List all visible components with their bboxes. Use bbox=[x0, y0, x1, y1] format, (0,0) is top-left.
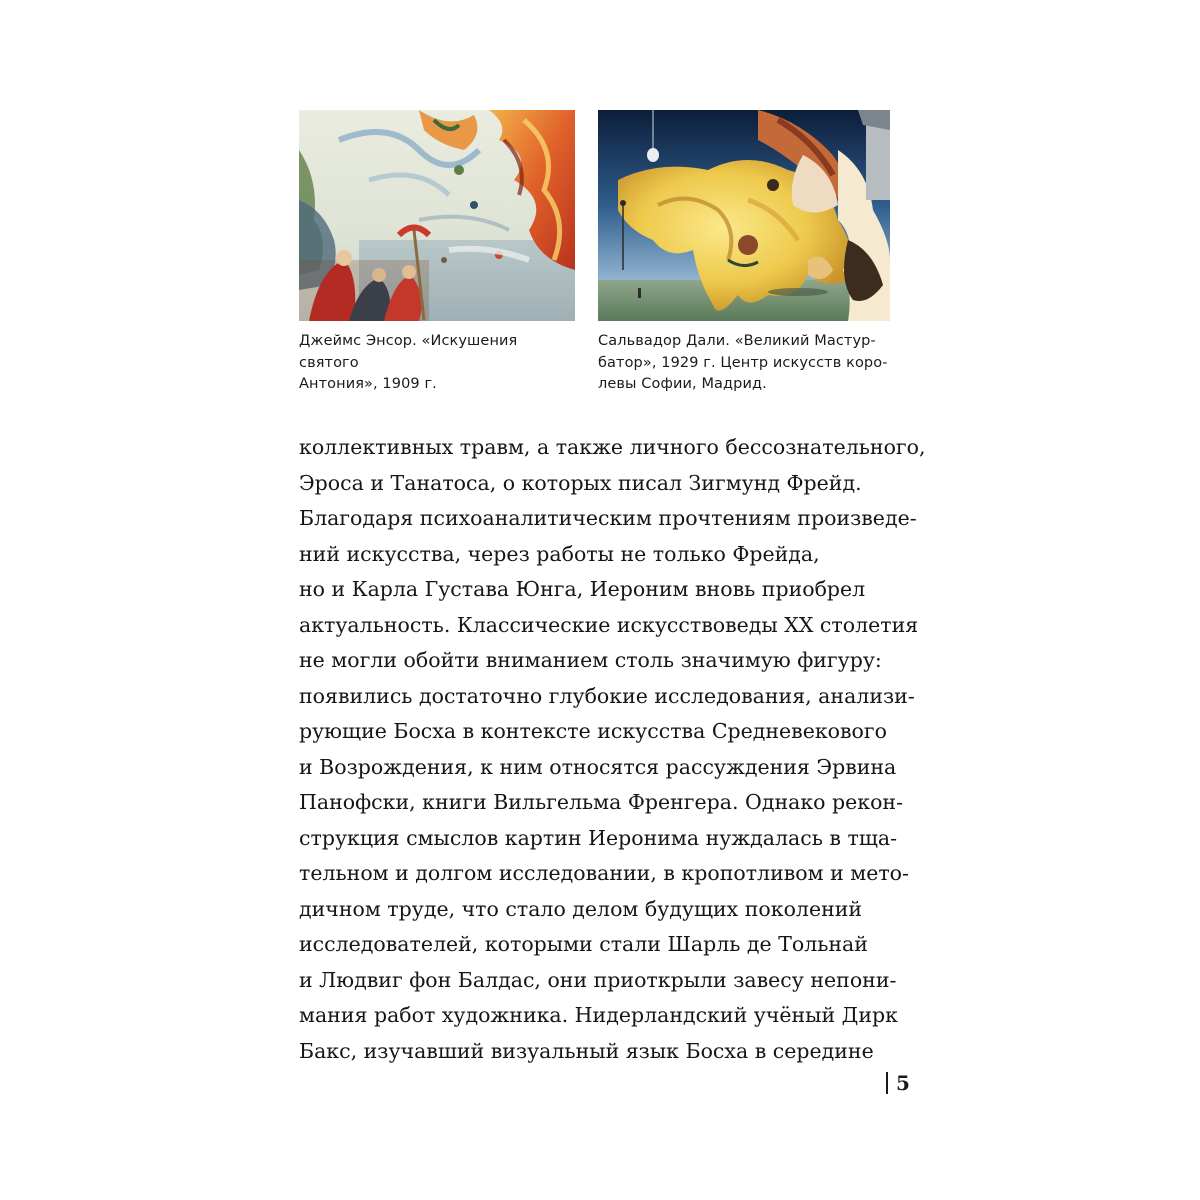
caption-line: Антония», 1909 г. bbox=[299, 376, 437, 392]
body-line: дичном труде, что стало делом будущих поколений bbox=[299, 896, 863, 921]
figure-caption bbox=[299, 331, 575, 396]
painting-ensor-image bbox=[299, 110, 575, 321]
page-number-value: 5 bbox=[896, 1071, 910, 1095]
caption-line: Сальвадор Дали. «Великий Мастур- bbox=[598, 333, 876, 349]
body-line: появились достаточно глубокие исследования, анализи- bbox=[299, 683, 915, 708]
body-line: но и Карла Густава Юнга, Иероним вновь приобрел bbox=[299, 577, 866, 601]
body-line: и Людвиг фон Балдас, они приоткрыли завесу непони- bbox=[299, 967, 897, 992]
painting-dali-image bbox=[598, 110, 890, 321]
folio-divider bbox=[886, 1072, 888, 1094]
body-line: Благодаря психоаналитическим прочтениям произведе- bbox=[299, 506, 917, 530]
caption-line: левы Софии, Мадрид. bbox=[598, 376, 767, 392]
figure-ensor bbox=[299, 110, 575, 396]
body-line: рующие Босха в контексте искусства Средневекового bbox=[299, 719, 887, 743]
body-text bbox=[299, 430, 926, 1069]
body-line: мания работ художника. Нидерландский учёный Дирк bbox=[299, 1003, 898, 1027]
body-line: не могли обойти вниманием столь значимую фигуру: bbox=[299, 648, 882, 672]
figure-caption bbox=[598, 331, 890, 396]
caption-line: Джеймс Энсор. «Искушения святого bbox=[299, 333, 518, 371]
body-line: тельном и долгом исследовании, в кропотливом и мето- bbox=[299, 861, 909, 885]
body-line: исследователей, которыми стали Шарль де Тольнай bbox=[299, 932, 868, 956]
body-line: Бакс, изучавший визуальный язык Босха в середине bbox=[299, 1038, 874, 1063]
body-line: коллективных травм, а также личного бессознательного, bbox=[299, 435, 926, 459]
figure-dali bbox=[598, 110, 890, 396]
body-line: струкция смыслов картин Иеронима нуждалась в тща- bbox=[299, 825, 898, 850]
caption-line: батор», 1929 г. Центр искусств коро- bbox=[598, 354, 888, 371]
body-line: и Возрождения, к ним относятся рассуждения Эрвина bbox=[299, 754, 897, 779]
body-line: Эроса и Танатоса, о которых писал Зигмунд Фрейд. bbox=[299, 470, 862, 495]
body-line: актуальность. Классические искусствоведы XX столетия bbox=[299, 612, 919, 637]
body-line: Панофски, книги Вильгельма Френгера. Однако рекон- bbox=[299, 790, 904, 814]
page-number bbox=[886, 1071, 910, 1095]
body-line: ний искусства, через работы не только Фрейда, bbox=[299, 541, 820, 566]
